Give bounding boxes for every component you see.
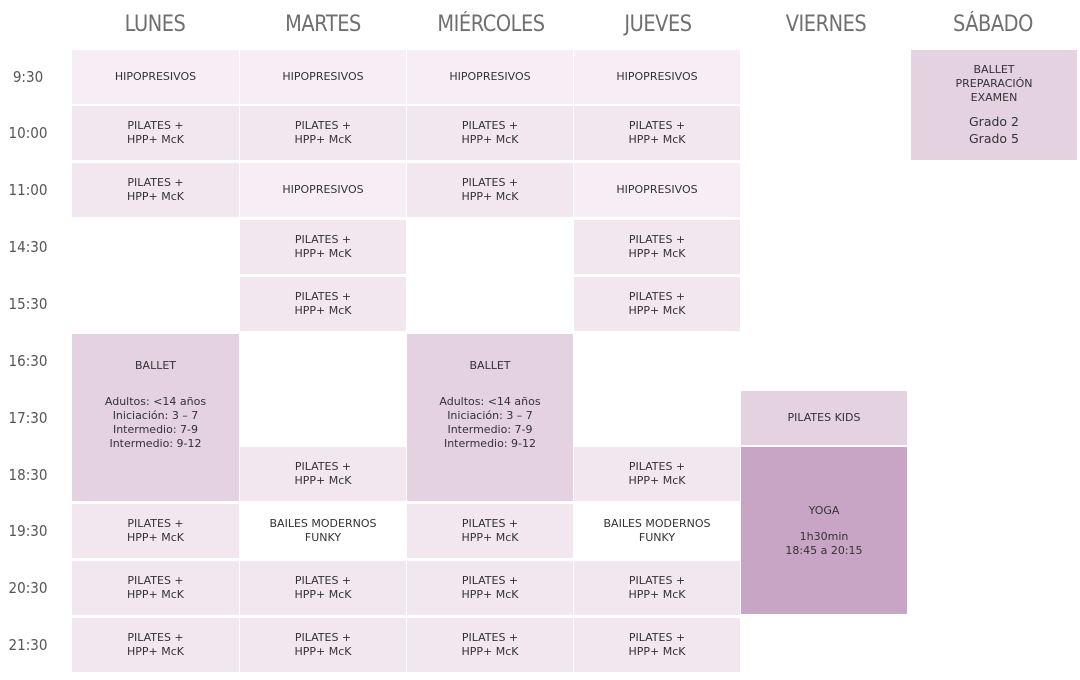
class-cell-pilates: PILATES + HPP+ McK — [407, 106, 573, 160]
class-cell-pilates: PILATES + HPP+ McK — [407, 618, 573, 672]
class-cell-pilates: PILATES + HPP+ McK — [72, 561, 239, 615]
time-label: 10:00 — [8, 123, 48, 142]
day-header-miercoles: MIÉRCOLES — [437, 11, 545, 37]
class-cell-ballet: BALLET Adultos: <14 años Iniciación: 3 – 7 Intermedio: 7-9 Intermedio: 9-12 — [72, 334, 239, 501]
class-cell-hipopresivos: HIPOPRESIVOS — [240, 163, 406, 217]
day-header-sabado: SÁBADO — [953, 11, 1033, 37]
class-cell-bailes: BAILES MODERNOS FUNKY — [574, 504, 740, 558]
class-cell-pilates: PILATES + HPP+ McK — [240, 106, 406, 160]
time-label: 17:30 — [8, 408, 48, 427]
time-label: 20:30 — [8, 578, 48, 597]
class-cell-pilates: PILATES + HPP+ McK — [240, 220, 406, 274]
class-cell-pilates: PILATES + HPP+ McK — [407, 561, 573, 615]
class-cell-pilates: PILATES + HPP+ McK — [574, 106, 740, 160]
class-cell-pilates: PILATES + HPP+ McK — [240, 618, 406, 672]
class-cell-pilates-kids: PILATES KIDS — [741, 391, 907, 445]
day-header-jueves: JUEVES — [624, 11, 692, 37]
class-cell-yoga: YOGA 1h30min 18:45 a 20:15 — [741, 447, 907, 614]
class-cell-pilates: PILATES + HPP+ McK — [574, 447, 740, 501]
day-header-viernes: VIERNES — [785, 11, 867, 37]
time-label: 21:30 — [8, 635, 48, 654]
class-cell-ballet: BALLET Adultos: <14 años Iniciación: 3 – 7 Intermedio: 7-9 Intermedio: 9-12 — [407, 334, 573, 501]
time-label: 18:30 — [8, 465, 48, 484]
time-label: 15:30 — [8, 294, 48, 313]
class-cell-ballet-exam: BALLET PREPARACIÓN EXAMEN Grado 2 Grado 5 — [911, 50, 1077, 160]
class-cell-pilates: PILATES + HPP+ McK — [240, 447, 406, 501]
class-cell-pilates: PILATES + HPP+ McK — [72, 163, 239, 217]
class-cell-hipopresivos: HIPOPRESIVOS — [240, 50, 406, 104]
time-label: 9:30 — [12, 67, 44, 86]
class-cell-hipopresivos: HIPOPRESIVOS — [574, 163, 740, 217]
class-cell-pilates: PILATES + HPP+ McK — [407, 504, 573, 558]
time-label: 16:30 — [8, 351, 48, 370]
day-header-martes: MARTES — [285, 11, 361, 37]
class-cell-hipopresivos: HIPOPRESIVOS — [72, 50, 239, 104]
class-cell-hipopresivos: HIPOPRESIVOS — [574, 50, 740, 104]
class-cell-pilates: PILATES + HPP+ McK — [240, 277, 406, 331]
class-cell-pilates: PILATES + HPP+ McK — [574, 561, 740, 615]
class-cell-pilates: PILATES + HPP+ McK — [72, 106, 239, 160]
class-cell-pilates: PILATES + HPP+ McK — [574, 277, 740, 331]
class-cell-pilates: PILATES + HPP+ McK — [240, 561, 406, 615]
class-cell-pilates: PILATES + HPP+ McK — [574, 220, 740, 274]
day-header-lunes: LUNES — [124, 11, 186, 37]
class-cell-pilates: PILATES + HPP+ McK — [72, 504, 239, 558]
class-cell-bailes: BAILES MODERNOS FUNKY — [240, 504, 406, 558]
time-label: 11:00 — [8, 180, 48, 199]
class-cell-pilates: PILATES + HPP+ McK — [574, 618, 740, 672]
time-label: 19:30 — [8, 521, 48, 540]
class-cell-pilates: PILATES + HPP+ McK — [407, 163, 573, 217]
time-label: 14:30 — [8, 237, 48, 256]
class-cell-hipopresivos: HIPOPRESIVOS — [407, 50, 573, 104]
class-cell-pilates: PILATES + HPP+ McK — [72, 618, 239, 672]
